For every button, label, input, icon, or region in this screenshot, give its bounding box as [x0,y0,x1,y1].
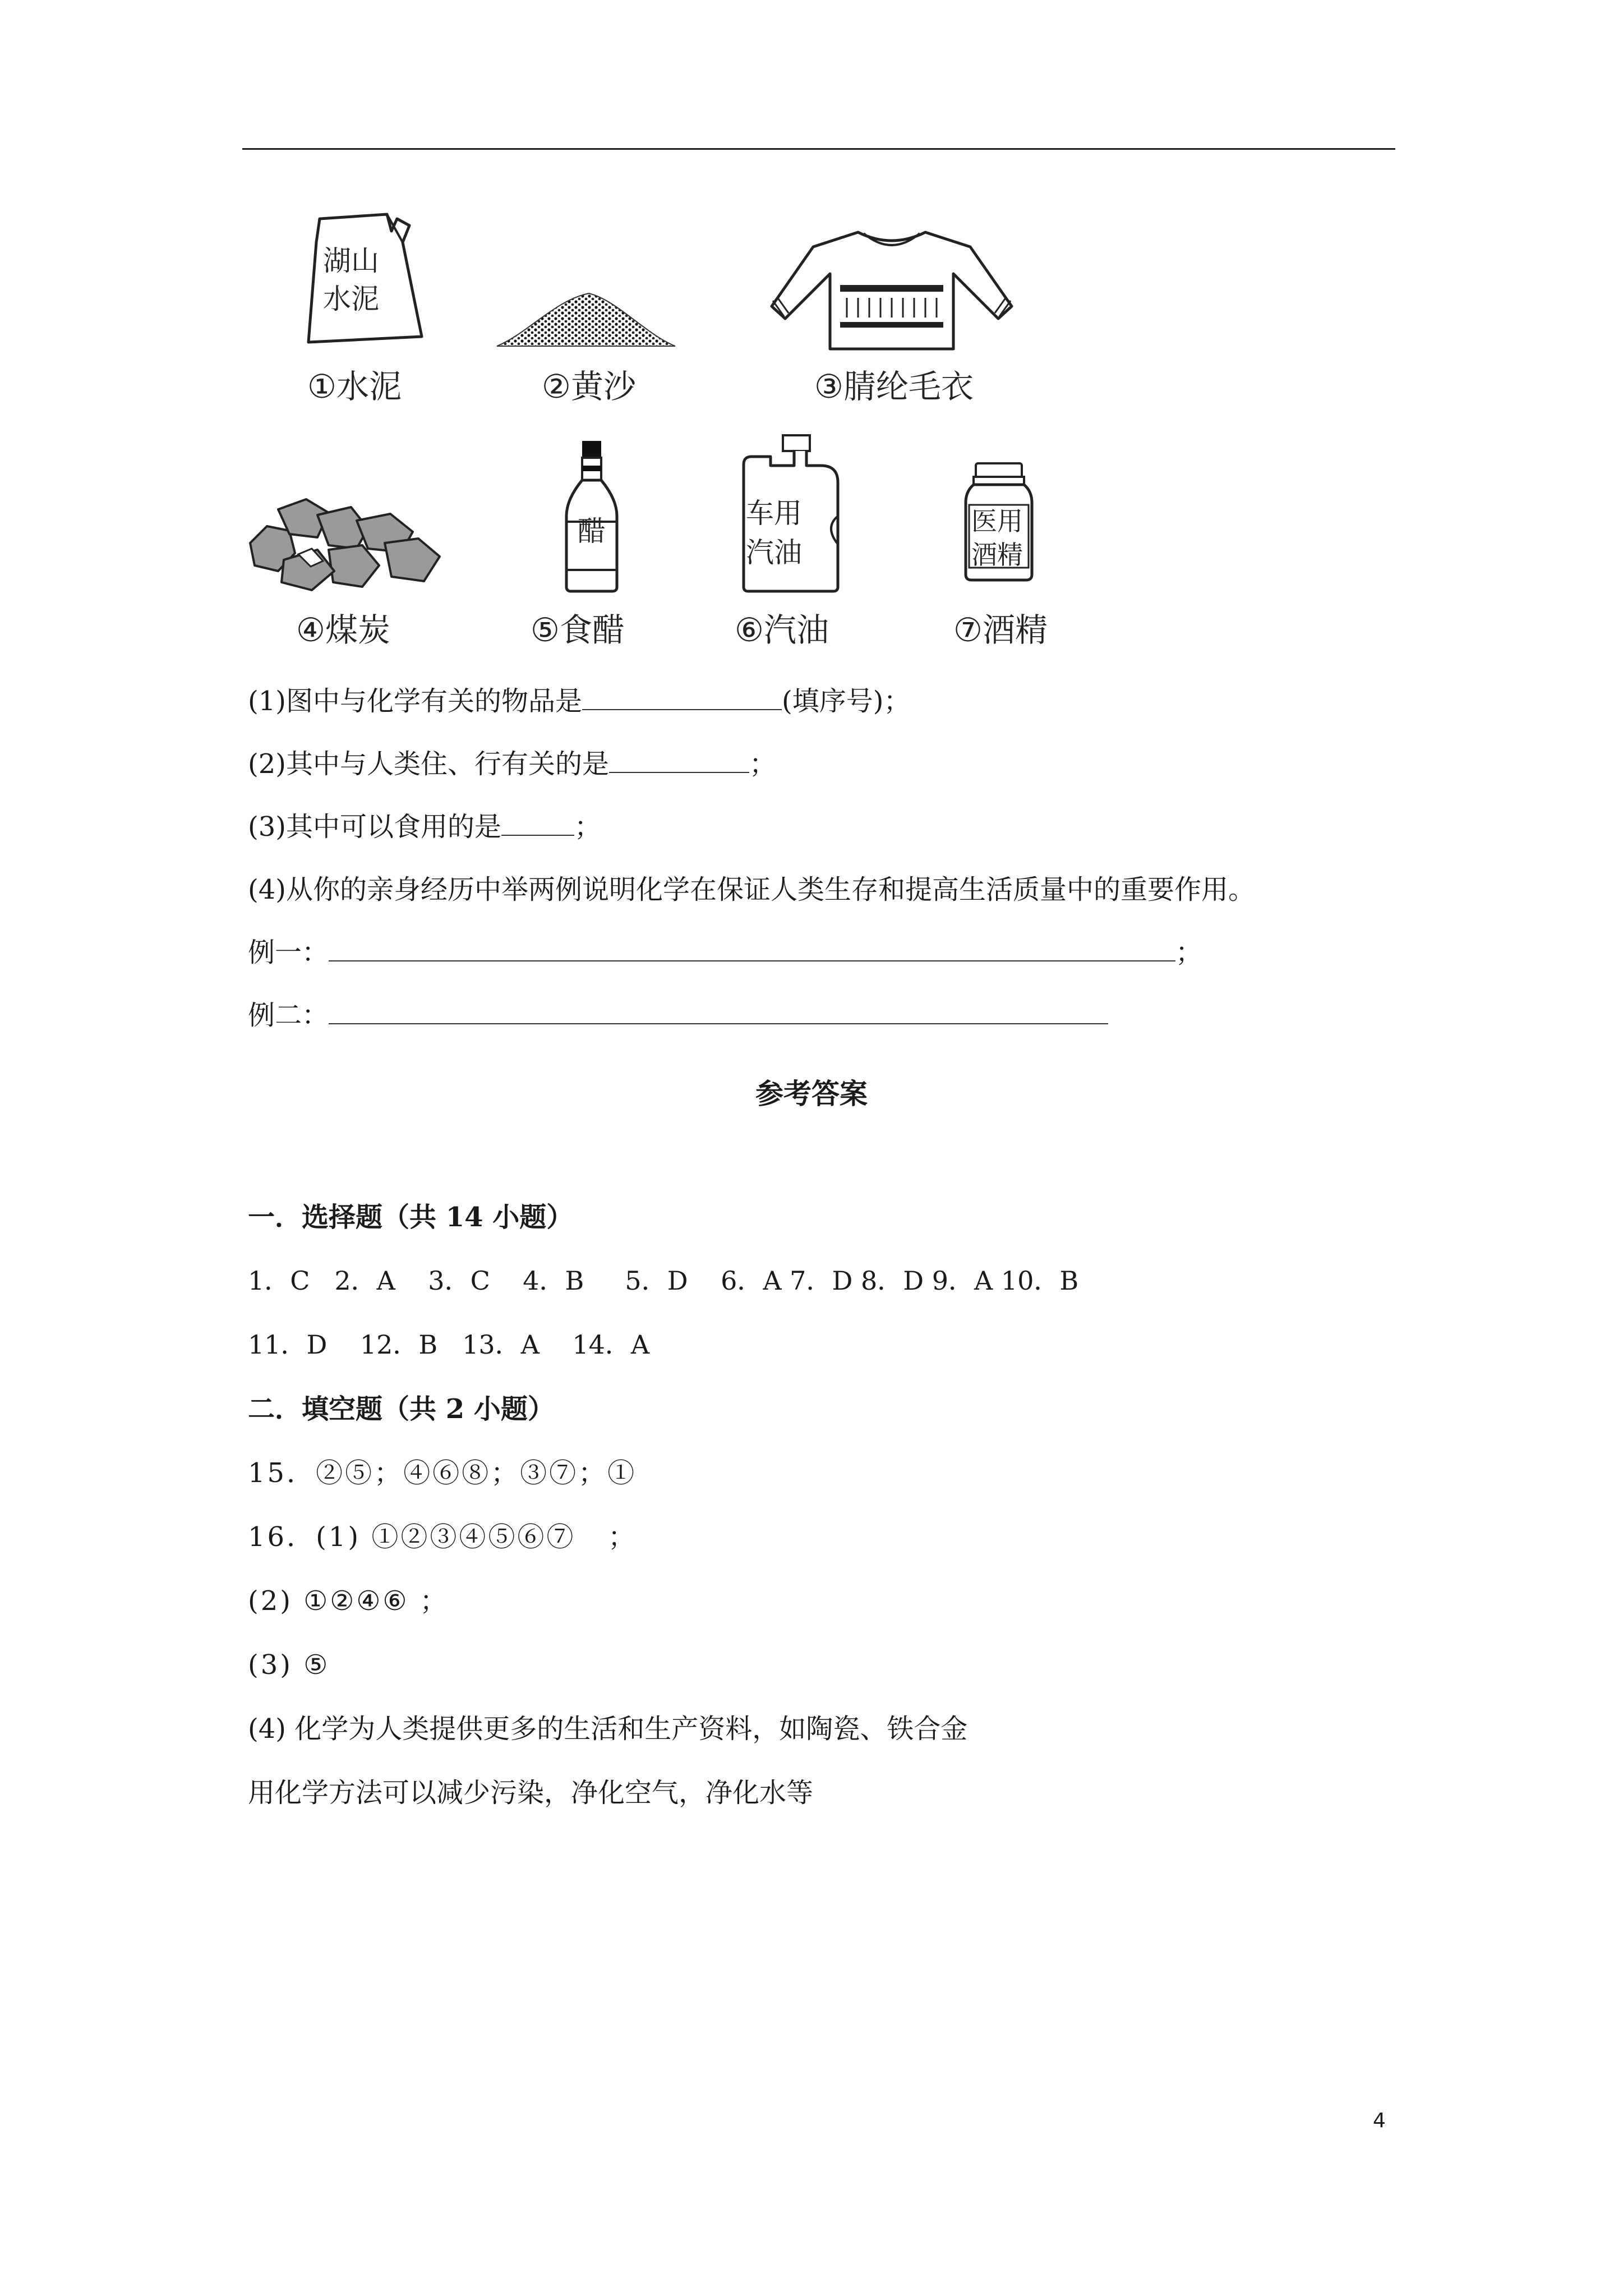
caption-sweater: ③腈纶毛衣 [814,367,974,406]
gasoline-can-label-1: 车用 [746,497,802,530]
example-1-prefix: 例一： [248,937,329,968]
question-3-prefix: (3)其中可以食用的是 [248,811,501,843]
answer-16-part-4: (4) 化学为人类提供更多的生活和生产资料，如陶瓷、铁合金 [248,1713,968,1745]
question-2-suffix: ； [749,748,777,780]
example-blank-2[interactable] [329,1001,1108,1024]
sweater-icon [768,222,1015,357]
example-2 [248,1000,1108,1032]
answer-16-part-2: (2) ①②④⑥ ； [248,1585,449,1617]
answers-title: 参考答案 [755,1077,868,1110]
example-blank-1[interactable] [329,938,1175,961]
section-choice-heading: 一．选择题（共 14 小题） [248,1202,574,1233]
caption-vinegar: ⑤食醋 [531,611,625,649]
question-1 [248,685,910,718]
coal-icon [245,487,446,593]
question-2-prefix: (2)其中与人类住、行有关的是 [248,748,609,780]
header-rule [242,148,1395,150]
example-2-prefix: 例二： [248,1000,329,1031]
caption-gasoline: ⑥汽油 [735,611,829,649]
choice-answers-line-2: 11．D 12．B 13．A 14．A [248,1329,650,1360]
caption-coal: ④煤炭 [296,611,390,649]
answer-blank-1[interactable] [582,687,782,710]
question-4: (4)从你的亲身经历中举两例说明化学在保证人类生存和提高生活质量中的重要作用。 [248,874,1255,905]
question-3-suffix: ； [574,811,602,843]
question-1-suffix: (填序号)； [782,685,911,717]
vinegar-bottle-label: 醋 [578,515,606,547]
cement-bag-icon [303,209,426,349]
sand-pile-icon [494,283,679,351]
section-fill-heading: 二．填空题（共 2 小题） [248,1393,555,1425]
choice-answers-line-1: 1．C 2．A 3．C 4．B 5．D 6．A 7．D 8．D 9．A 10．B [248,1266,1079,1296]
answer-15: 15．②⑤；④⑥⑧；③⑦；① [248,1457,637,1489]
answer-blank-3[interactable] [501,812,574,836]
alcohol-jar-label-1: 医用 [971,506,1023,536]
caption-alcohol: ⑦酒精 [953,611,1048,649]
example-1-suffix: ； [1175,937,1203,968]
answer-16-part-1: 16．(1) ①②③④⑤⑥⑦ ； [248,1521,638,1553]
answer-16-part-5: 用化学方法可以减少污染，净化空气，净化水等 [248,1777,814,1809]
answer-16-part-3: (3) ⑤ [248,1649,330,1681]
gasoline-can-label-2: 汽油 [746,536,802,569]
question-2 [248,748,776,781]
alcohol-jar-label-2: 酒精 [971,540,1023,570]
example-1 [248,937,1202,969]
caption-cement: ①水泥 [307,367,402,406]
question-1-prefix: (1)图中与化学有关的物品是 [248,685,582,717]
answer-blank-2[interactable] [609,749,749,773]
caption-sand: ②黄沙 [542,367,636,406]
cement-bag-label-1: 湖山 [323,245,379,277]
page-number: 4 [1373,2109,1386,2132]
cement-bag-label-2: 水泥 [323,283,379,315]
question-3 [248,811,601,844]
